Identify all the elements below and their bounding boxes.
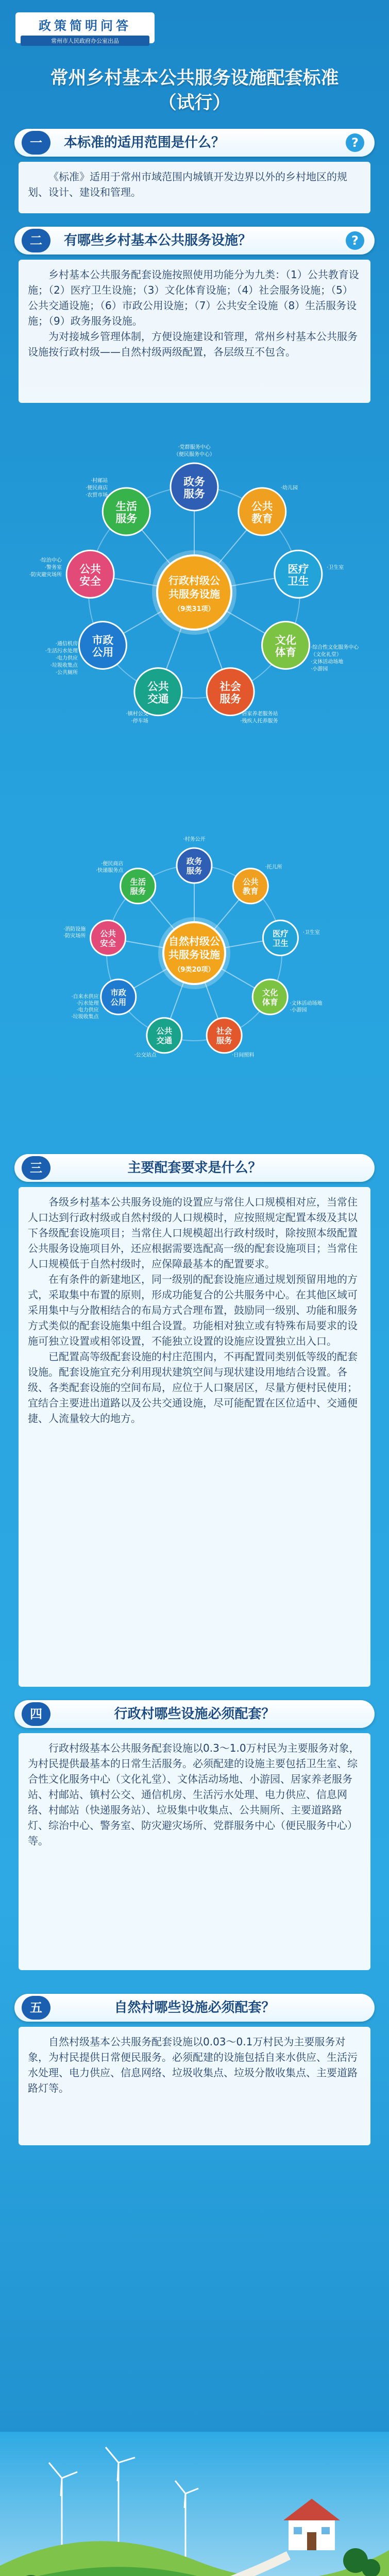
title-line-2: （试行） <box>158 93 231 113</box>
diagram-facility-label: ·综治中心 <box>39 557 62 564</box>
diagram-center-label: 共服务设施 <box>168 588 220 600</box>
section-2-header <box>14 227 375 255</box>
diagram-facility-label: ·日间照料 <box>232 1053 255 1059</box>
section-4-number: 四 <box>22 1702 50 1726</box>
diagram-facility-label: ·居家养老服务站 <box>240 711 278 717</box>
diagram-node-label: 教育 <box>242 887 259 896</box>
section-1-number: 一 <box>22 131 50 155</box>
section-1-paragraph: 《标准》适用于常州市域范围内城镇开发边界以外的乡村地区的规划、设计、建设和管理。 <box>28 171 347 198</box>
section-1-header <box>14 129 375 157</box>
diagram-facility-label: ·快递服务点 <box>96 868 124 874</box>
section-2-number: 二 <box>22 229 50 252</box>
diagram-node-label: 公用 <box>110 997 127 1007</box>
section-5-body <box>19 2027 370 2145</box>
diagram-node-label: 文化 <box>262 988 278 997</box>
section-2-paragraph-2: 为对接城乡管理体制，方便设施建设和管理，常州乡村基本公共服务设施按行政村级——自然村级两级配置，各层级互不包含。 <box>28 330 358 358</box>
section-2-paragraph-1: 乡村基本公共服务配套设施按照使用功能分为九类：（1）公共教育设施；（2）医疗卫生设施；（3）文化体育设施；（4）社会服务设施；（5）公共交通设施；（6）市政公用设施；（7）公共安全设施（8）生活服务设施；（9）政务服务设施。 <box>28 268 359 327</box>
section-5-paragraph: 自然村级基本公共服务配套设施以0.03～0.1万村民为主要服务对象，为村民提供日常便民服务。必须配建的设施包括自来水供应、生活污水处理、电力供应、信息网络、垃圾收集点、垃圾分散收集点、主要道路路灯等。 <box>28 2036 358 2094</box>
diagram-node-label: 服务 <box>219 692 241 705</box>
diagram-facility-label: ·文体活动场地 <box>290 1001 323 1007</box>
section-4-header <box>14 1700 375 1728</box>
diagram-node-label: 公共 <box>242 877 259 887</box>
diagram-center-label: 共服务设施 <box>168 948 220 961</box>
diagram-facility-label: ·村邮站 <box>91 478 108 484</box>
diagram-facility-label: ·文体活动场地 <box>311 659 344 665</box>
diagram-facility-label: ·幼儿园 <box>280 485 298 492</box>
diagram-facility-label: ·便民商店 <box>101 861 124 867</box>
section-5-title: 自然村哪些设施必须配套？ <box>114 2000 275 2015</box>
header <box>0 0 389 124</box>
diagram-node-label: 交通 <box>156 1036 173 1046</box>
diagram-node-label: 生活 <box>130 877 146 887</box>
diagram-node-label: 医疗 <box>287 563 309 575</box>
section-4-title: 行政村哪些设施必须配套？ <box>114 1706 275 1722</box>
diagram-facility-label: ·残疾人托养服务 <box>240 718 278 724</box>
diagram-facility-label: ·小游园 <box>290 1007 307 1013</box>
diagram-center-label: 行政村级公 <box>168 574 220 587</box>
diagram-node-label: 文化 <box>275 634 297 647</box>
diagram-facility-label: ·防灾场所 <box>63 933 86 939</box>
diagram-facility-label: ·电力供应 <box>55 655 78 662</box>
diagram-facility-label: ·污水处理 <box>76 1001 99 1007</box>
diagram-node-label: 安全 <box>79 575 101 588</box>
rural-landscape-illustration <box>0 2432 389 2576</box>
section-3-body <box>19 1187 370 1687</box>
diagram-center-label: （9类20项） <box>174 966 215 974</box>
diagram-node-label: 卫生 <box>287 575 309 588</box>
question-icon: ? <box>346 133 364 152</box>
diagram-facility-label: ·公共厕所 <box>55 670 78 676</box>
village-facility-diagram <box>19 412 370 773</box>
diagram-node-label: 公共 <box>147 680 169 693</box>
diagram-node-label: 市政 <box>92 634 114 647</box>
section-1-title: 本标准的适用范围是什么？ <box>64 135 225 150</box>
badge-title: 政策简明问答 <box>39 18 131 33</box>
diagram-facility-label: ·小游园 <box>311 666 328 672</box>
diagram-facility-label: ·垃圾收集点 <box>50 663 78 669</box>
diagram-node-label: 体育 <box>262 997 278 1007</box>
diagram-node-label: 政务 <box>186 857 202 866</box>
diagram-node-label: 市政 <box>110 988 127 997</box>
diagram-node-label: 公用 <box>92 646 114 659</box>
section-3-title: 主要配套要求是什么？ <box>127 1160 262 1176</box>
section-3-paragraph-2: 在有条件的新建地区，同一级别的配套设施应通过规划预留用地的方式，采取集中布置的原则，形成功能复合的公共服务中心。在其他区域可采用集中与分散相结合的布局方式合理布置，鼓励同一级别、功能和服务方式类似的配套设施集中组合设置。功能相对独立或有特殊布局要求的设施可独立设置或相邻设置，不能独立设置的设施应设置独立出入口。 <box>28 1273 358 1347</box>
diagram-center-label: （9类31项） <box>174 605 215 613</box>
policy-badge <box>15 12 155 43</box>
diagram-facility-label: ·消防设施 <box>63 926 86 933</box>
diagram-facility-label: ·自来水供应 <box>71 994 99 1000</box>
diagram-node-label: 服务 <box>115 512 137 525</box>
diagram-node-label: 卫生 <box>273 938 289 948</box>
section-4-paragraph: 行政村级基本公共服务配套设施以0.3～1.0万村民为主要服务对象，为村民提供最基本的日常生活服务。必须配建的设施主要包括卫生室、综合性文化服务中心（文化礼堂）、文体活动场地、小游园、居家养老服务站、村邮站、镇村公交、通信机房、生活污水处理、电力供应、信息网络、村邮站（快递服务站）、垃圾集中收集点、公共厕所、主要道路路灯、综治中心、警务室、防灾避灾场所、党群服务中心（便民服务中心）等。 <box>28 1742 360 1847</box>
page-title <box>0 66 389 115</box>
diagram-facility-label: ·防灾避灾场所 <box>29 572 62 578</box>
diagram-facility-label: （便民服务中心） <box>174 452 215 457</box>
section-5-number: 五 <box>22 1996 50 2020</box>
diagram-facility-label: ·电力供应 <box>76 1007 99 1013</box>
section-5-header <box>14 1994 375 2022</box>
diagram-facility-label: ·通信机房 <box>55 641 78 647</box>
diagram-node-label: 交通 <box>147 692 169 705</box>
diagram-facility-label: ·便民商店 <box>86 485 108 492</box>
diagram-node-label: 社会 <box>216 1026 232 1036</box>
diagram-node-label: 服务 <box>186 866 202 876</box>
diagram-facility-label: ·镇村公交 <box>126 711 148 717</box>
diagram-facility-label: （文化礼堂） <box>311 652 342 658</box>
section-3-paragraph-3: 已配置高等级配套设施的村庄范围内，不再配置同类别低等级的配套设施。配套设施宜充分利用现状建筑空间与现状建设用地结合设置。各级、各类配套设施的空间布局，应位于人口聚居区，尽量方便村民使用；宜结合主要进出道路以及公共交通设施，尽可能配置在区位适中、交通便捷、人流量较大的地方。 <box>28 1350 358 1425</box>
natural-village-facility-diagram <box>19 788 370 1118</box>
section-3-number: 三 <box>22 1156 50 1180</box>
diagram-node-label: 安全 <box>100 938 116 948</box>
diagram-node-label: 体育 <box>275 646 297 659</box>
badge-subtitle: 常州市人民政府办公室出品 <box>21 36 149 46</box>
diagram-facility-label: ·垃圾收集点 <box>71 1014 99 1020</box>
diagram-node-label: 公共 <box>79 563 101 575</box>
diagram-node-label: 生活 <box>115 500 137 513</box>
diagram-facility-label: ·综合性文化服务中心 <box>311 645 359 651</box>
diagram-node-label: 服务 <box>183 487 205 500</box>
diagram-node-label: 政务 <box>183 476 205 488</box>
diagram-node-label: 医疗 <box>273 929 289 939</box>
diagram-node-label: 公共 <box>251 500 273 513</box>
diagram-facility-label: ·卫生室 <box>302 929 320 936</box>
diagram-node-label: 公共 <box>156 1026 173 1036</box>
diagram-facility-label: ·卫生室 <box>327 565 344 571</box>
diagram-node-label: 社会 <box>219 680 241 693</box>
diagram-facility-label: ·停车场 <box>131 718 148 724</box>
diagram-center-label: 自然村级公 <box>168 935 220 947</box>
diagram-facility-label: ·托儿所 <box>265 865 282 871</box>
diagram-node-label: 服务 <box>130 887 146 896</box>
section-2-body <box>19 260 370 403</box>
diagram-facility-label: ·公交站点 <box>134 1053 157 1059</box>
diagram-facility-label: ·警务室 <box>44 565 62 571</box>
section-1-body <box>19 162 370 213</box>
section-3-header <box>14 1154 375 1182</box>
diagram-node-label: 服务 <box>216 1036 232 1046</box>
diagram-facility-label: ·党群服务中心 <box>178 445 211 450</box>
diagram-facility-label: ·生活污水处理 <box>45 648 78 654</box>
diagram-facility-label: ·农贸市场 <box>86 493 108 499</box>
diagram-node-label: 教育 <box>251 512 273 525</box>
question-icon: ? <box>346 231 364 250</box>
section-4-body <box>19 1733 370 1970</box>
title-line-1: 常州乡村基本公共服务设施配套标准 <box>50 68 339 89</box>
diagram-node-label: 公共 <box>100 929 116 939</box>
diagram-facility-label: ·村务公开 <box>183 837 206 842</box>
section-2-title: 有哪些乡村基本公共服务设施？ <box>64 233 252 248</box>
section-3-paragraph-1: 各级乡村基本公共服务设施的设置应与常住人口规模相对应，当常住人口达到行政村级或自然村级的人口规模时，应按照规定配置本级及其以下各级配套设施项目；当常住人口规模超出行政村级时，除按照本级配置公共服务设施项目外，还应根据需要选配高一级的配套设施项目；当常住人口规模低于自然村级时，应保障最基本的配置要求。 <box>28 1196 358 1270</box>
